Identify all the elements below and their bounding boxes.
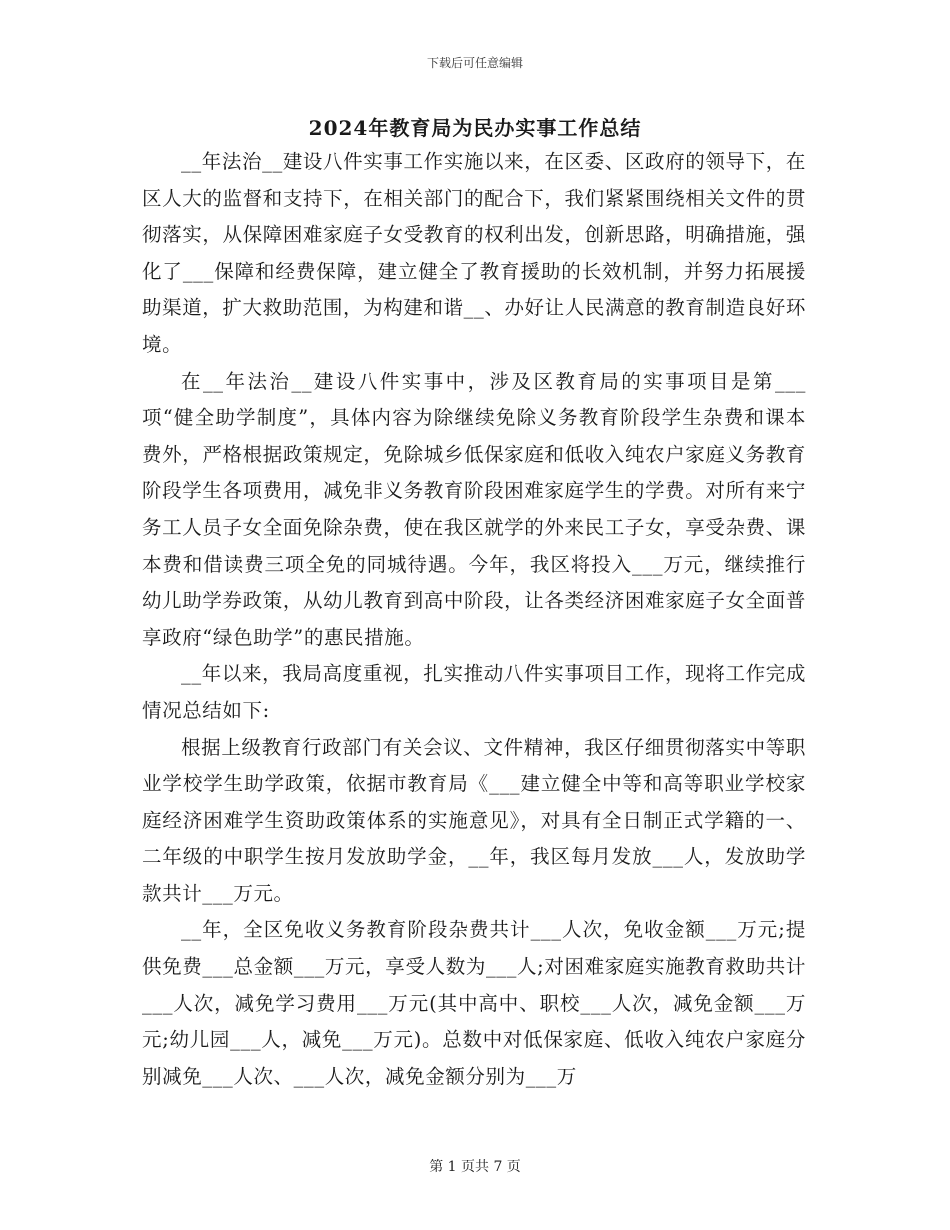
header-note: 下载后可任意编辑 bbox=[426, 56, 523, 70]
document-body bbox=[142, 144, 806, 1095]
paragraph-2: 在__年法治__建设八件实事中，涉及区教育局的实事项目是第___项“健全助学制度”，具体内容为除继续免除义务教育阶段学生杂费和课本费外，严格根据政策规定，免除城乡低保家庭和低收入纯农户家庭义务教育阶段学生各项费用，减免非义务教育阶段困难家庭学生的学费。对所有来宁务工人员子女全面免除杂费，使在我区就学的外来民工子女，享受杂费、课本费和借读费三项全免的同城待遇。今年，我区将投入___万元，继续推行幼儿助学券政策，从幼儿教育到高中阶段，让各类经济困难家庭子女全面普享政府“绿色助学”的惠民措施。 bbox=[142, 369, 806, 649]
paragraph-4: 根据上级教育行政部门有关会议、文件精神，我区仔细贯彻落实中等职业学校学生助学政策，依据市教育局《___建立健全中等和高等职业学校家庭经济困难学生资助政策体系的实施意见》，对具有全日制正式学籍的一、二年级的中职学生按月发放助学金，__年，我区每月发放___人，发放助学款共计___万元。 bbox=[142, 735, 806, 905]
paragraph-5: __年，全区免收义务教育阶段杂费共计___人次，免收金额___万元;提供免费___总金额___万元，享受人数为___人;对困难家庭实施教育救助共计___人次，减免学习费用___万元(其中高中、职校___人次，减免金额___万元;幼儿园___人，减免___万元)。总数中对低保家庭、低收入纯农户家庭分别减免___人次、___人次，减免金额分别为___万 bbox=[142, 918, 806, 1088]
document-title: 2024年教育局为民办实事工作总结 bbox=[308, 116, 642, 140]
paragraph-3: __年以来，我局高度重视，扎实推动八件实事项目工作，现将工作完成情况总结如下: bbox=[142, 662, 806, 722]
page-footer: 第 1 页共 7 页 bbox=[429, 1159, 521, 1175]
paragraph-1: __年法治__建设八件实事工作实施以来，在区委、区政府的领导下，在区人大的监督和支持下，在相关部门的配合下，我们紧紧围绕相关文件的贯彻落实，从保障困难家庭子女受教育的权利出发，创新思路，明确措施，强化了___保障和经费保障，建立健全了教育援助的长效机制，并努力拓展援助渠道，扩大救助范围，为构建和谐__、办好让人民满意的教育制造良好环境。 bbox=[142, 150, 806, 356]
